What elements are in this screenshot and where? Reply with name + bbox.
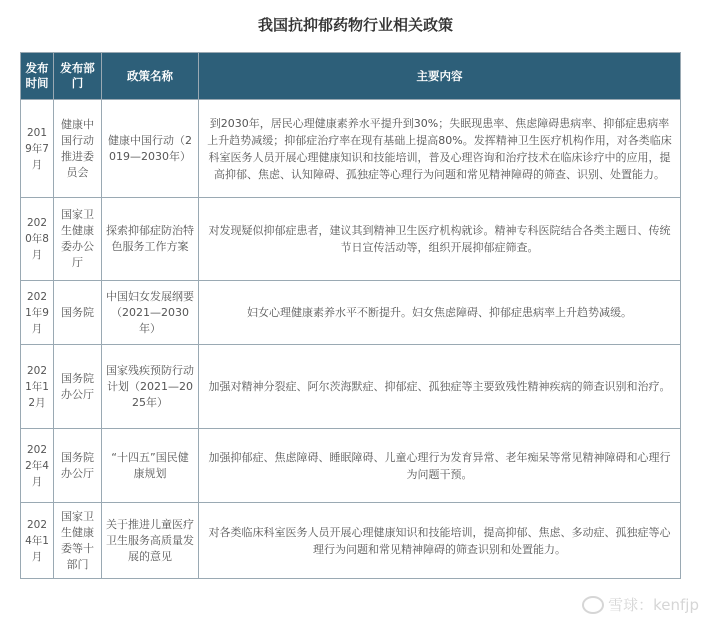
- cell-date: 2022年4月: [21, 429, 54, 503]
- cell-policy: 探索抑郁症防治特色服务工作方案: [102, 198, 199, 281]
- cell-content: 对各类临床科室医务人员开展心理健康知识和技能培训，提高抑郁、焦虑、多动症、孤独症等心理行为问题和常见精神障碍的筛查识别和处置能力。: [199, 503, 681, 579]
- cell-policy: 健康中国行动（2019—2030年）: [102, 100, 199, 198]
- watermark: [582, 594, 699, 615]
- cell-policy: 关于推进儿童医疗卫生服务高质量发展的意见: [102, 503, 199, 579]
- header-date: 发布时间: [21, 53, 54, 100]
- cell-content: 到2030年，居民心理健康素养水平提升到30%；失眠现患率、焦虑障碍患病率、抑郁症患病率上升趋势减缓；抑郁症治疗率在现有基础上提高80%。发挥精神卫生医疗机构作用，对各类临床科室医务人员开展心理健康知识和技能培训，普及心理咨询和治疗技术在临床诊疗中的应用，提高抑郁、焦虑、认知障碍、孤独症等心理行为问题和常见精神障碍的筛查、识别、处置能力。: [199, 100, 681, 198]
- cell-policy: 中国妇女发展纲要（2021—2030年）: [102, 281, 199, 345]
- cell-date: 2019年7月: [21, 100, 54, 198]
- snowball-logo-icon: [582, 596, 604, 614]
- cell-date: 2021年9月: [21, 281, 54, 345]
- cell-content: 妇女心理健康素养水平不断提升。妇女焦虑障碍、抑郁症患病率上升趋势减缓。: [199, 281, 681, 345]
- cell-date: 2024年1月: [21, 503, 54, 579]
- cell-date: 2021年12月: [21, 345, 54, 429]
- header-policy: 政策名称: [102, 53, 199, 100]
- cell-dept: 国务院办公厅: [54, 345, 102, 429]
- table-row: [21, 345, 681, 429]
- cell-content: 加强对精神分裂症、阿尔茨海默症、抑郁症、孤独症等主要致残性精神疾病的筛查识别和治疗。: [199, 345, 681, 429]
- table-row: [21, 429, 681, 503]
- table-row: [21, 503, 681, 579]
- cell-dept: 国家卫生健康委办公厅: [54, 198, 102, 281]
- cell-date: 2020年8月: [21, 198, 54, 281]
- table-header-row: [21, 53, 681, 100]
- table-row: [21, 281, 681, 345]
- cell-dept: 国务院: [54, 281, 102, 345]
- policy-table: [20, 52, 681, 579]
- cell-dept: 健康中国行动推进委员会: [54, 100, 102, 198]
- table-row: [21, 198, 681, 281]
- cell-policy: “十四五”国民健康规划: [102, 429, 199, 503]
- cell-content: 加强抑郁症、焦虑障碍、睡眠障碍、儿童心理行为发育异常、老年痴呆等常见精神障碍和心理行为问题干预。: [199, 429, 681, 503]
- page-title: 我国抗抑郁药物行业相关政策: [257, 16, 453, 34]
- cell-content: 对发现疑似抑郁症患者，建议其到精神卫生医疗机构就诊。精神专科医院结合各类主题日、传统节日宣传活动等，组织开展抑郁症筛查。: [199, 198, 681, 281]
- header-content: 主要内容: [199, 53, 681, 100]
- table-row: [21, 100, 681, 198]
- cell-dept: 国务院办公厅: [54, 429, 102, 503]
- watermark-text: 雪球：kenfjp: [608, 596, 699, 614]
- cell-dept: 国家卫生健康委等十部门: [54, 503, 102, 579]
- header-dept: 发布部门: [54, 53, 102, 100]
- cell-policy: 国家残疾预防行动计划（2021—2025年）: [102, 345, 199, 429]
